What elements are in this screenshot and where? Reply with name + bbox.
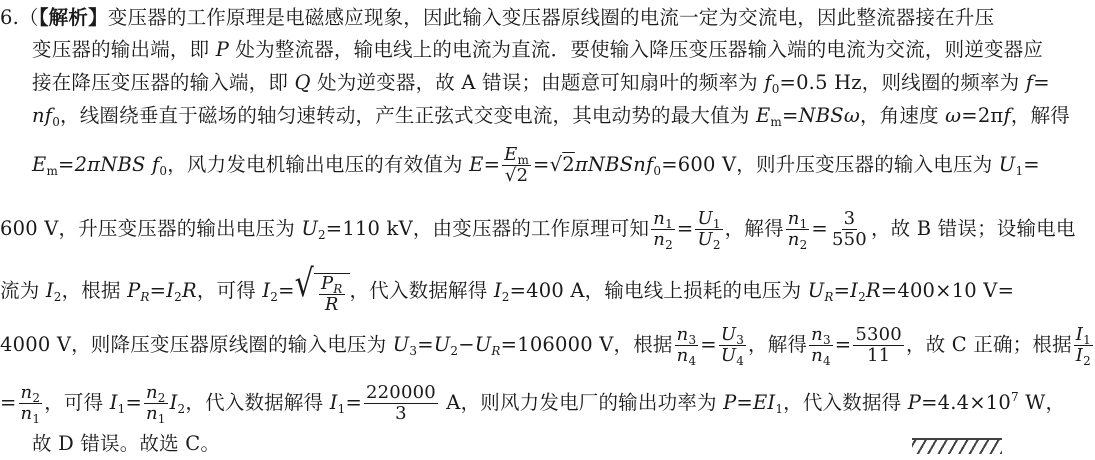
math: =2πNBS	[58, 153, 146, 176]
math: U	[474, 333, 492, 356]
line-3	[0, 71, 1080, 95]
math: n	[676, 345, 689, 366]
math: U	[807, 279, 825, 302]
math: R	[181, 279, 197, 302]
math: 2	[1083, 354, 1091, 368]
math: P	[907, 391, 922, 414]
math: I	[166, 279, 175, 302]
math: f	[1025, 71, 1034, 94]
text: ，角速度	[859, 104, 946, 127]
math: 5300	[855, 324, 902, 345]
math: U	[720, 345, 737, 366]
math: E	[755, 104, 771, 127]
math: n	[20, 382, 33, 403]
math: R	[824, 290, 834, 304]
math: 3	[688, 333, 697, 347]
fraction-n3-n4-b	[809, 325, 833, 366]
fraction-n2-n1	[19, 383, 43, 424]
text: ，代入数据解得	[185, 391, 330, 414]
text: ，可得	[44, 391, 110, 414]
math: 1	[32, 412, 41, 426]
math: 2	[317, 228, 326, 242]
line-4	[0, 104, 1080, 128]
math: R	[140, 290, 150, 304]
math: =	[833, 279, 851, 302]
text: A，则风力发电厂的输出功率为	[439, 391, 724, 414]
math: =	[417, 333, 434, 356]
math: 550	[831, 229, 867, 250]
text: ，解得	[748, 333, 808, 356]
math: U	[392, 333, 410, 356]
math: n	[676, 324, 689, 345]
text: =400×10 V=	[880, 279, 1015, 302]
text: ，解得	[1010, 104, 1070, 127]
text: 接在降压变压器的输入端，即	[32, 71, 295, 94]
math: 0	[771, 82, 780, 96]
fraction-em-sqrt2: $\frac{E_m}{√2}$	[504, 144, 530, 186]
math: 2	[270, 290, 279, 304]
text: 处为逆变器，故 A 错误；由题意可知扇叶的频率为	[310, 71, 765, 94]
math: R	[865, 279, 881, 302]
math: =	[533, 153, 550, 176]
math: 1	[157, 412, 166, 426]
math: 2	[501, 290, 510, 304]
text: W，	[1018, 391, 1066, 414]
math: n	[811, 324, 823, 345]
hatched-ground-mark	[912, 438, 1002, 454]
math: E	[32, 153, 47, 176]
math: I	[850, 279, 859, 302]
fraction-220000-3	[364, 383, 438, 424]
math: n	[787, 229, 800, 250]
math: 4	[736, 354, 745, 368]
math: 2	[157, 391, 166, 405]
math: 3	[409, 344, 418, 358]
text: ，线圈绕垂直于磁场的轴匀速转动，产生正弦式交变电流，其电动势的最大值为	[60, 104, 756, 127]
math: m	[517, 153, 530, 167]
math: Q	[294, 71, 311, 94]
math: =	[345, 391, 362, 414]
text: ，故 C 正确；根据	[905, 333, 1072, 356]
math: 2	[562, 153, 575, 176]
fraction-n1-n2-b	[786, 209, 810, 250]
math: 1	[665, 217, 673, 231]
text: ，代入数据得	[783, 391, 908, 414]
line-1	[0, 6, 1080, 30]
math: R	[491, 344, 501, 358]
math: n	[145, 382, 158, 403]
math: I	[329, 391, 338, 414]
math: 2	[516, 165, 529, 186]
line-7	[0, 261, 1080, 316]
math: 0	[159, 164, 168, 178]
line-8	[0, 322, 1091, 368]
text: 600 V，升压变压器的输出电压为	[0, 217, 302, 240]
math: 1	[1083, 333, 1091, 347]
math: m	[770, 115, 782, 129]
fraction-5300-11	[853, 325, 904, 366]
text: =600 V，则升压变压器的输入电压为	[661, 153, 999, 176]
math: R	[333, 281, 343, 296]
math: 3	[736, 333, 745, 347]
math: E	[469, 153, 484, 176]
math: f	[645, 153, 654, 176]
line-6	[0, 206, 1080, 252]
text: =	[0, 391, 17, 414]
text: ，代入数据解得	[349, 279, 494, 302]
math: EI	[752, 391, 776, 414]
math: I	[262, 279, 271, 302]
math: I	[45, 279, 54, 302]
math: I	[493, 279, 502, 302]
math: R	[324, 293, 339, 315]
text: =	[1023, 153, 1040, 176]
math: 2	[858, 290, 866, 304]
math: =	[125, 391, 142, 414]
math: =	[149, 279, 167, 302]
math: n	[653, 229, 666, 250]
line-5: $E_m=2\pi NBS$ $f_0$，风力发电机输出电压的有效值为 E= $\frac{E_m}{√2}$ =√2πNBSnf$_0$=600 V，则升压变压器的输入电压为 $U_1=$	[32, 144, 1040, 186]
math: =	[278, 279, 295, 302]
text: =106000 V，根据	[500, 333, 673, 356]
text: 4000 V，则降压变压器原线圈的输入电压为	[0, 333, 393, 356]
math: 220000	[365, 382, 436, 403]
math: 0	[52, 115, 61, 129]
math: 2	[53, 290, 62, 304]
math: n	[787, 208, 800, 229]
math: 2	[450, 344, 459, 358]
math: P	[215, 38, 230, 61]
text: 处为整流器，输电线上的电流为直流．要使输入降压变压器输入端的电流为交流，则逆变器应	[229, 38, 1044, 61]
text: ，故 B 错误；设输电电	[870, 217, 1076, 240]
text: =4.4×10	[921, 391, 1011, 414]
text: ，风力发电机输出电压的有效值为	[167, 153, 470, 176]
text: 流为	[0, 279, 46, 302]
line-2	[0, 38, 1080, 62]
math: I	[169, 391, 178, 414]
text: 变压器的输出端，即	[32, 38, 216, 61]
math: 2	[799, 238, 808, 252]
math: P	[320, 272, 334, 294]
math: =2π	[961, 104, 1004, 127]
math: πNBSn	[574, 153, 646, 176]
math: 7	[1011, 390, 1019, 404]
math: 1	[337, 402, 346, 416]
text: =110 kV，由变压器的工作原理可知	[325, 217, 650, 240]
math: I	[109, 391, 118, 414]
math: I	[1075, 345, 1084, 366]
fraction-n2-n1-b	[144, 383, 168, 424]
text: 故 D 错误。故选 C。	[32, 432, 221, 455]
math: =	[811, 217, 828, 240]
text: =0.5 Hz，则线圈的频率为	[779, 71, 1026, 94]
math: 3	[395, 403, 407, 424]
math: 4	[822, 354, 831, 368]
math: n	[32, 104, 45, 127]
math: E	[504, 144, 518, 165]
math: U	[697, 208, 713, 229]
math: ω	[945, 104, 962, 127]
math: NBSω	[798, 104, 860, 127]
fraction-u3-u4	[719, 325, 746, 366]
math: =	[483, 153, 501, 176]
text: ，可得	[196, 279, 263, 302]
math: 2	[177, 402, 186, 416]
math: U	[720, 324, 737, 345]
math: f	[151, 153, 160, 176]
math: =	[676, 217, 694, 240]
text: ，解得	[724, 217, 784, 240]
math: f	[44, 104, 53, 127]
math: =	[736, 391, 753, 414]
line-9	[0, 380, 1080, 426]
math: =	[834, 333, 852, 356]
fraction-i1-i2	[1074, 325, 1093, 366]
math: 1	[1015, 164, 1024, 178]
math: 4	[688, 354, 697, 368]
fraction-n3-n4	[675, 325, 699, 366]
math: 1	[775, 402, 784, 416]
math: U	[433, 333, 451, 356]
math: 2	[174, 290, 182, 304]
math: 3	[843, 208, 856, 229]
math: n	[145, 403, 158, 424]
analysis-tag: 【解析】	[38, 6, 108, 29]
math: n	[811, 345, 823, 366]
math: 2	[712, 238, 721, 252]
fraction-3-550	[830, 209, 869, 250]
math: n	[20, 403, 33, 424]
math: f	[764, 71, 772, 94]
question-number: 6.（	[0, 6, 39, 29]
math: =	[700, 333, 717, 356]
math: 1	[799, 217, 808, 231]
math: n	[653, 208, 666, 229]
math: 11	[866, 345, 891, 366]
math: P	[127, 279, 141, 302]
math: f	[1003, 104, 1011, 127]
math: 1	[117, 402, 126, 416]
math: U	[697, 229, 713, 250]
text: =	[1033, 71, 1050, 94]
fraction-u1-u2	[695, 209, 722, 250]
text: ，根据	[61, 279, 128, 302]
math: U	[301, 217, 318, 240]
math: 2	[32, 391, 41, 405]
math: U	[998, 153, 1016, 176]
sqrt-pr-over-r: √ $\frac{P_R}{R}$	[295, 269, 350, 315]
math: 1	[712, 217, 721, 231]
text: 变压器的工作原理是电磁感应现象，因此输入变压器原线圈的电流一定为交流电，因此整流器接在升压	[107, 6, 995, 29]
math: I	[1075, 324, 1084, 345]
math: 0	[653, 164, 662, 178]
math: −	[458, 333, 475, 356]
math: 2	[665, 238, 673, 252]
math: P	[723, 391, 737, 414]
text: =400 A，输电线上损耗的电压为	[509, 279, 808, 302]
math: m	[46, 164, 59, 178]
fraction-n1-n2	[651, 209, 675, 250]
math: =	[781, 104, 799, 127]
math: 3	[822, 333, 831, 347]
